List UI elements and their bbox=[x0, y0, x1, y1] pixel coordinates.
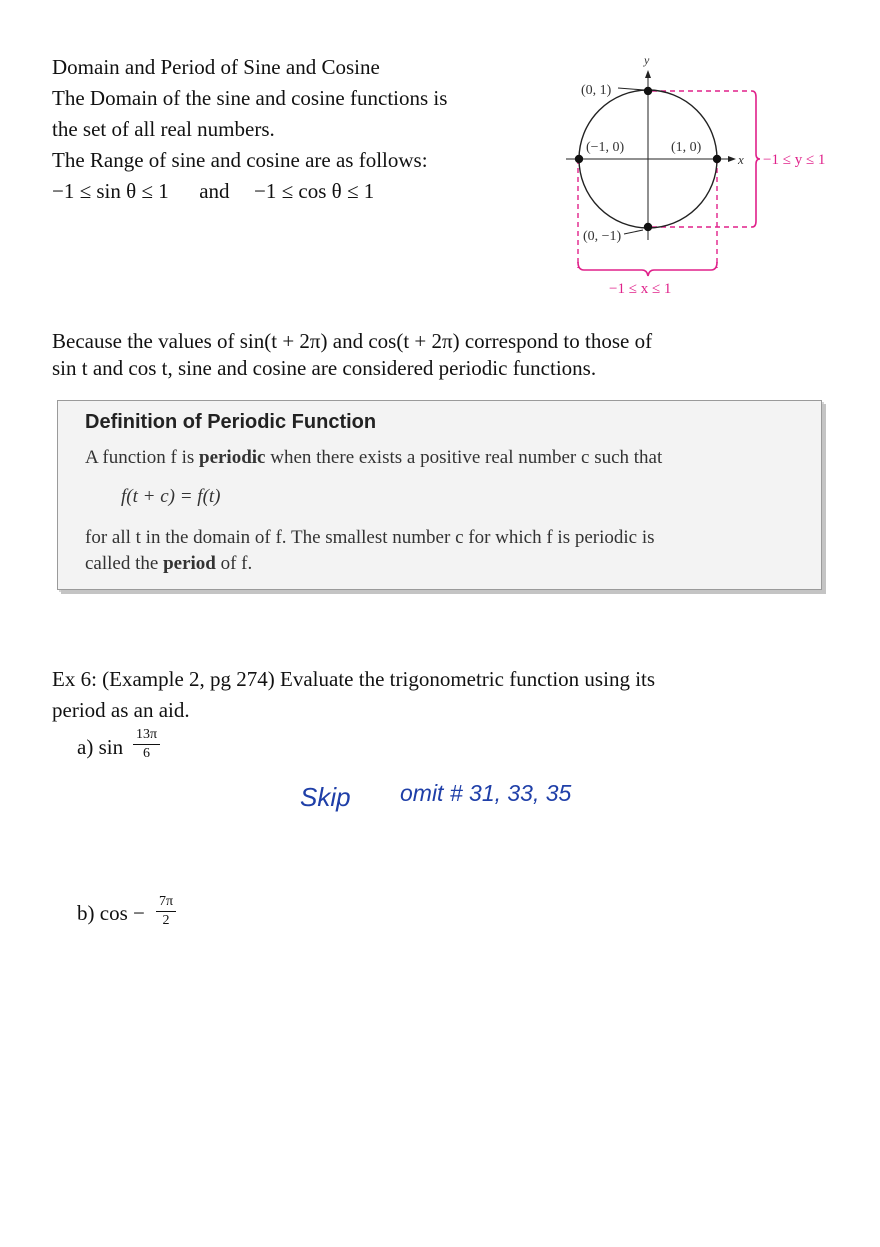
definition-formula: f(t + c) = f(t) bbox=[121, 486, 221, 507]
label-bottom: (0, −1) bbox=[583, 229, 622, 244]
x-axis-label: x bbox=[738, 152, 744, 167]
label-left: (−1, 0) bbox=[586, 140, 625, 155]
range-intro: The Range of sine and cosine are as follows: bbox=[52, 148, 428, 172]
y-range-brace bbox=[752, 91, 760, 227]
periodic-text-1: Because the values of sin(t + 2π) and cos(t + 2π) correspond to those of bbox=[52, 329, 653, 353]
section-title: Domain and Period of Sine and Cosine bbox=[52, 55, 380, 79]
range-sin: −1 ≤ sin θ ≤ 1 bbox=[52, 179, 169, 203]
handwritten-skip: Skip bbox=[300, 782, 351, 812]
part-b-denominator: 2 bbox=[162, 913, 170, 928]
part-b-label: b) cos − bbox=[77, 901, 145, 925]
part-a-denominator: 6 bbox=[143, 746, 151, 761]
unit-circle-figure bbox=[566, 50, 876, 300]
y-axis-label: y bbox=[644, 53, 650, 67]
domain-text-2: the set of all real numbers. bbox=[52, 117, 275, 141]
range-cos: −1 ≤ cos θ ≤ 1 bbox=[254, 179, 375, 203]
x-range-label: −1 ≤ x ≤ 1 bbox=[609, 281, 672, 297]
label-top: (0, 1) bbox=[581, 83, 612, 98]
y-range-label: −1 ≤ y ≤ 1 bbox=[763, 152, 826, 168]
y-axis-arrow bbox=[645, 70, 651, 78]
part-a-label: a) sin bbox=[77, 735, 124, 759]
bottom-leader bbox=[624, 230, 643, 234]
term-periodic: periodic bbox=[199, 447, 266, 468]
definition-line-3: for all t in the domain of f. The smallest number c for which f is periodic is bbox=[85, 527, 655, 548]
handwritten-omit: omit # 31, 33, 35 bbox=[400, 780, 572, 806]
label-right: (1, 0) bbox=[671, 140, 702, 155]
example-heading-1: Ex 6: (Example 2, pg 274) Evaluate the trigonometric function using its bbox=[52, 667, 656, 691]
range-and: and bbox=[199, 179, 230, 203]
point-right bbox=[713, 155, 721, 163]
periodic-text-2: sin t and cos t, sine and cosine are considered periodic functions. bbox=[52, 356, 597, 380]
x-axis-arrow bbox=[728, 156, 736, 162]
handwritten-note bbox=[290, 770, 620, 825]
definition-title: Definition of Periodic Function bbox=[85, 411, 377, 433]
example-heading-2: period as an aid. bbox=[52, 698, 190, 722]
definition-line-4: called the period of f. bbox=[85, 553, 253, 574]
part-a-numerator: 13π bbox=[133, 726, 160, 745]
definition-box bbox=[57, 400, 822, 590]
top-leader bbox=[618, 88, 644, 90]
part-b-fraction bbox=[156, 893, 176, 930]
point-bottom bbox=[644, 223, 652, 231]
part-a-fraction bbox=[133, 726, 160, 763]
range-inequalities bbox=[52, 178, 374, 204]
definition-line-1: A function f is periodic when there exists a positive real number c such that bbox=[85, 447, 663, 468]
term-period: period bbox=[163, 553, 216, 574]
domain-text-1: The Domain of the sine and cosine functions is bbox=[52, 86, 448, 110]
point-left bbox=[575, 155, 583, 163]
point-top bbox=[644, 87, 652, 95]
x-range-brace bbox=[578, 262, 717, 276]
part-b-numerator: 7π bbox=[156, 893, 176, 912]
